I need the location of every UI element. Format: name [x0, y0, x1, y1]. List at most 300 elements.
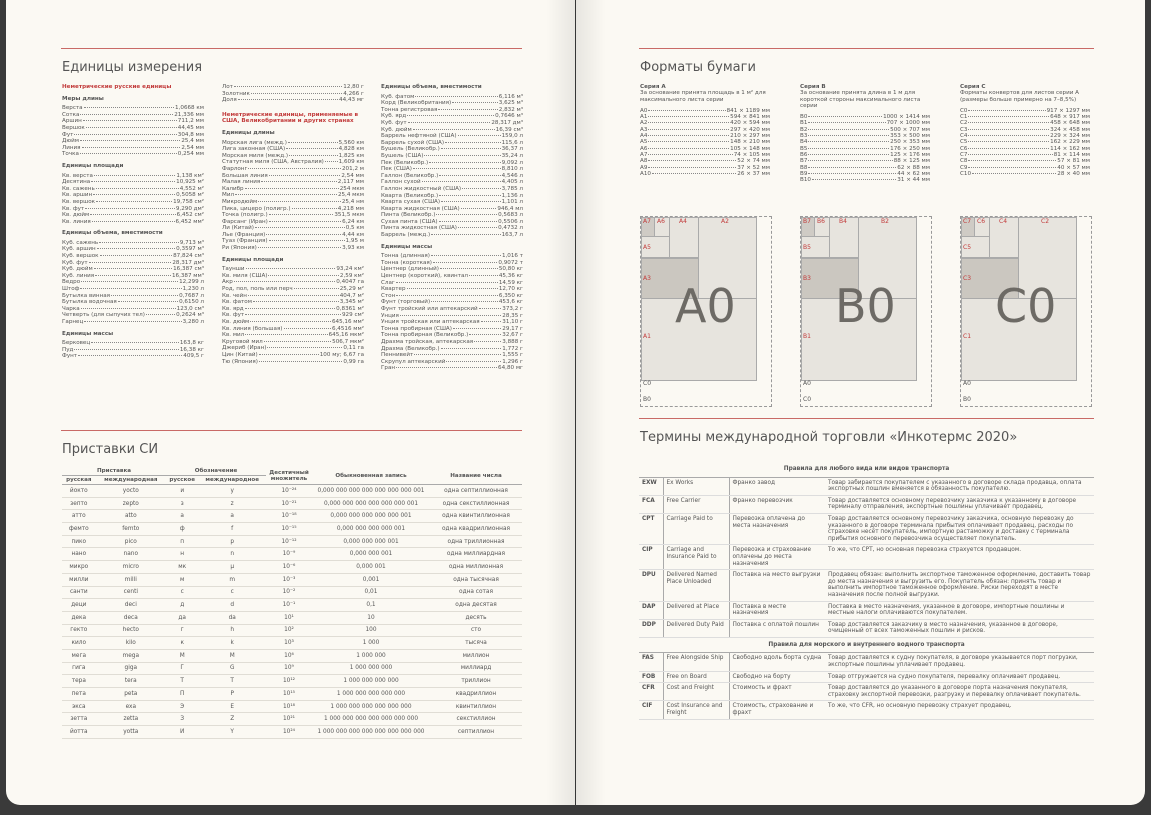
- dot-leader: [407, 288, 498, 289]
- unit-name: Кв. фут: [222, 312, 245, 319]
- dot-leader: [441, 201, 501, 202]
- unit-value: 176 × 250 мм: [890, 145, 930, 152]
- si-cell: 10⁻¹: [266, 599, 312, 612]
- si-cell: hecto: [96, 624, 166, 637]
- unit-row: [222, 352, 364, 359]
- si-cell: 10⁻⁹: [266, 548, 312, 561]
- unit-name: Пек (США): [381, 166, 412, 173]
- si-cell: 10¹: [266, 611, 312, 624]
- unit-row: [62, 246, 204, 253]
- unit-value: 4,405 л: [501, 179, 523, 186]
- si-cell: мк: [166, 561, 198, 574]
- unit-value: 6,350 кг: [498, 292, 523, 299]
- dot-leader: [264, 341, 331, 342]
- si-cell: септиллион: [430, 726, 522, 739]
- si-row: [62, 586, 522, 599]
- dot-leader: [968, 154, 1052, 155]
- si-cell: а: [166, 510, 198, 523]
- si-cell: 1 000 000: [312, 649, 430, 662]
- unit-name: Джериб (Иран): [222, 345, 267, 352]
- unit-value: 453,6 кг: [498, 299, 523, 306]
- unit-row: [222, 206, 364, 213]
- unit-value: 420 × 594 мм: [730, 120, 770, 127]
- si-cell: pico: [96, 535, 166, 548]
- unit-name: Тонна пробирная (Великобр.): [381, 332, 469, 339]
- unit-row: [381, 107, 523, 114]
- unit-value: 163,8 кг: [179, 340, 204, 347]
- unit-value: 1,296 г: [502, 358, 523, 365]
- si-row: [62, 523, 522, 536]
- unit-name: Мил: [222, 192, 235, 199]
- unit-row: [222, 306, 364, 313]
- dot-leader: [469, 275, 498, 276]
- format-label: A4: [679, 218, 687, 225]
- dot-leader: [413, 129, 495, 130]
- si-cell: г: [166, 624, 198, 637]
- si-row: [62, 675, 522, 688]
- incoterms-table: [639, 462, 1094, 720]
- unit-value: 36,37 л: [501, 146, 523, 153]
- dot-leader: [99, 242, 179, 243]
- si-cell: 1 000 000 000 000: [312, 675, 430, 688]
- dot-leader: [294, 288, 339, 289]
- dot-leader: [248, 295, 339, 296]
- si-cell: гига: [62, 662, 96, 675]
- si-cell: c: [198, 586, 266, 599]
- unit-row: [222, 140, 364, 147]
- si-row: [62, 637, 522, 650]
- unit-name: A10: [640, 170, 651, 177]
- si-cell: 10⁻¹²: [266, 535, 312, 548]
- si-cell: П: [166, 688, 198, 701]
- dot-leader: [648, 167, 736, 168]
- dot-leader: [452, 102, 498, 103]
- unit-row: [62, 260, 204, 267]
- unit-name: Сухая пинта (США): [381, 218, 438, 225]
- unit-row: [222, 153, 364, 160]
- unit-name: B9: [800, 170, 808, 177]
- unit-value: 458 × 648 мм: [1050, 120, 1090, 127]
- si-cell: atto: [96, 510, 166, 523]
- inco-code: DDP: [639, 619, 663, 637]
- unit-name: Кв. линия (большая): [222, 325, 283, 332]
- unit-row: [381, 219, 523, 226]
- si-cell: yotta: [96, 726, 166, 739]
- dot-leader: [269, 240, 345, 241]
- unit-row: [381, 332, 523, 339]
- si-cell: z: [198, 497, 266, 510]
- unit-value: 500 × 707 мм: [890, 126, 930, 133]
- unit-name: A5: [640, 139, 648, 146]
- unit-name: B7: [800, 158, 808, 165]
- dot-leader: [286, 148, 337, 149]
- si-cell: зепто: [62, 497, 96, 510]
- unit-row: [222, 166, 364, 173]
- unit-name: Корд (Великобритания): [381, 100, 452, 107]
- dot-leader: [85, 208, 175, 209]
- series-desc: Форматы конвертов для листов серии А (размеры больше примерно на 7–8,5%): [960, 90, 1079, 103]
- unit-name: Фарлонг: [222, 165, 248, 172]
- unit-name: Акр: [222, 279, 233, 286]
- dot-leader: [289, 155, 338, 156]
- si-cell: giga: [96, 662, 166, 675]
- unit-name: Куб. фут: [62, 259, 88, 266]
- unit-value: 93,24 км²: [336, 266, 364, 273]
- inco-en: Cost Insurance and Freight: [663, 701, 729, 719]
- section-head: Неметрические русские единицы: [62, 84, 172, 90]
- unit-name: Гран: [381, 365, 396, 372]
- dot-leader: [968, 141, 1049, 142]
- unit-value: 6,452 мм²: [175, 218, 204, 225]
- unit-name: Кв. дюйм: [222, 319, 250, 325]
- dot-leader: [968, 148, 1049, 149]
- dot-leader: [245, 308, 336, 309]
- unit-name: Дюйм: [62, 138, 79, 145]
- si-row: [62, 548, 522, 561]
- unit-value: 31 × 44 мм: [897, 177, 930, 184]
- si-head-ru2: русское: [166, 476, 198, 485]
- si-cell: deci: [96, 599, 166, 612]
- dot-leader: [267, 347, 342, 348]
- unit-name: Штоф: [62, 286, 80, 293]
- dot-leader: [648, 148, 729, 149]
- si-row: [62, 713, 522, 726]
- right-page: [576, 0, 1145, 805]
- si-row: [62, 649, 522, 662]
- inco-en: Cost and Freight: [663, 683, 729, 701]
- dot-leader: [234, 281, 336, 282]
- inco-row: [639, 545, 1094, 570]
- format-label: C6: [977, 218, 986, 225]
- format-label: B4: [839, 218, 847, 225]
- unit-name: Скрупул аптекарский: [381, 358, 446, 365]
- si-cell: кило: [62, 637, 96, 650]
- si-cell: н: [166, 548, 198, 561]
- si-row: [62, 726, 522, 739]
- unit-value: 12,80 г: [343, 84, 364, 90]
- unit-name: Статутная миля (США, Австралия): [222, 159, 324, 166]
- unit-name: Малая линия: [222, 179, 261, 186]
- unit-value: 74 × 105 мм: [733, 151, 770, 158]
- si-cell: da: [198, 611, 266, 624]
- unit-value: 0,9072 т: [498, 259, 523, 266]
- unit-value: 125 × 176 мм: [890, 151, 930, 158]
- dot-leader: [284, 328, 331, 329]
- unit-value: 409,5 г: [183, 353, 204, 360]
- unit-value: 210 × 297 мм: [730, 133, 770, 140]
- unit-row: [222, 186, 364, 193]
- inco-row: [639, 477, 1094, 495]
- unit-row: [222, 192, 364, 199]
- series-head: Серия А: [640, 84, 666, 90]
- si-cell: P: [198, 688, 266, 701]
- dot-leader: [453, 328, 501, 329]
- unit-value: 3,280 л: [182, 319, 204, 325]
- dot-leader: [972, 173, 1056, 174]
- dot-leader: [431, 301, 498, 302]
- inco-ru: Поставка в месте назначения: [729, 601, 825, 619]
- unit-value: 19,758 см²: [173, 198, 204, 205]
- group-title: Единицы объема, вместимости: [62, 230, 163, 237]
- unit-value: 1,101 л: [501, 199, 523, 206]
- si-cell: Э: [166, 700, 198, 713]
- inco-code: EXW: [639, 477, 663, 495]
- unit-row: [381, 319, 523, 326]
- unit-row: [800, 177, 930, 183]
- si-cell: М: [166, 649, 198, 662]
- unit-value: 1,609 км: [338, 159, 364, 166]
- dot-leader: [92, 221, 175, 222]
- unit-name: Кв. фут: [62, 205, 85, 212]
- si-cell: м: [166, 573, 198, 586]
- unit-value: 5,560 км: [338, 139, 364, 146]
- si-row: [62, 485, 522, 498]
- si-cell: 0,000 000 001: [312, 548, 430, 561]
- unit-value: 4,546 л: [501, 172, 523, 179]
- si-cell: E: [198, 700, 266, 713]
- unit-value: 0,3597 м³: [176, 246, 204, 253]
- si-row: [62, 688, 522, 701]
- unit-value: 2,54 мм: [341, 172, 364, 179]
- si-cell: и: [166, 485, 198, 498]
- dot-leader: [259, 361, 342, 362]
- si-cell: экса: [62, 700, 96, 713]
- unit-row: [222, 332, 364, 339]
- inco-ru: Поставка на место выгрузки: [729, 570, 825, 601]
- top-rule: [61, 48, 522, 49]
- unit-value: 62 × 88 мм: [897, 164, 930, 171]
- unit-name: Тонна пробирная (США): [381, 325, 452, 332]
- si-cell: И: [166, 726, 198, 739]
- unit-value: 0,4732 л: [498, 225, 523, 232]
- si-cell: 0,000 000 000 000 001: [312, 523, 430, 536]
- unit-value: 2,59 км²: [339, 272, 364, 279]
- unit-value: 917 × 1297 мм: [1046, 107, 1090, 114]
- format-label: A6: [657, 218, 665, 225]
- unit-value: 1,0668 км: [175, 105, 204, 112]
- unit-name: B10: [800, 177, 811, 184]
- si-cell: 0,000 000 000 000 000 000 001: [312, 497, 430, 510]
- dot-leader: [93, 194, 175, 195]
- si-cell: одна десятая: [430, 599, 522, 612]
- si-cell: к: [166, 637, 198, 650]
- si-cell: 10⁻²¹: [266, 497, 312, 510]
- unit-value: 16,387 см³: [173, 266, 204, 273]
- unit-value: 2,54 мм: [181, 144, 204, 151]
- si-cell: peta: [96, 688, 166, 701]
- unit-name: Таунши: [222, 266, 245, 273]
- unit-row: [381, 127, 523, 134]
- format-label: A5: [643, 244, 651, 251]
- unit-name: A4: [640, 133, 648, 140]
- unit-name: Туаз (Франция): [222, 238, 268, 245]
- si-cell: да: [166, 611, 198, 624]
- unit-name: Баррель (межд.): [381, 232, 431, 239]
- unit-value: 159,0 л: [501, 133, 523, 140]
- unit-row: [222, 273, 364, 280]
- si-prefix-table: [62, 467, 522, 739]
- unit-name: Лье (Франция): [222, 231, 266, 238]
- inco-section: [639, 462, 1094, 477]
- si-head-plain: Обыкновенная запись: [312, 467, 430, 485]
- dot-leader: [95, 275, 171, 276]
- inco-ru: Перевозка и страхование оплачены до места назначения: [729, 545, 825, 570]
- unit-name: Сотка: [62, 111, 80, 118]
- format-big-label: A0: [675, 279, 736, 333]
- unit-row: [381, 160, 523, 167]
- inco-section: [639, 637, 1094, 653]
- dot-leader: [81, 281, 178, 282]
- si-cell: д: [166, 599, 198, 612]
- inco-row: [639, 513, 1094, 544]
- unit-name: Бушель (Великобр.): [381, 146, 440, 153]
- unit-value: 3,625 м³: [498, 100, 523, 107]
- dot-leader: [235, 194, 337, 195]
- dot-leader: [81, 308, 176, 309]
- unit-name: Кв. миля (США): [222, 272, 268, 279]
- format-big-label: B0: [835, 279, 896, 333]
- si-cell: a: [198, 510, 266, 523]
- unit-row: [62, 240, 204, 247]
- unit-value: 254 мкм: [339, 185, 364, 192]
- unit-value: 373,2 г: [502, 306, 523, 312]
- si-cell: одна миллиардная: [430, 548, 522, 561]
- unit-value: 0,7687 л: [179, 292, 204, 299]
- si-cell: 0,000 001: [312, 561, 430, 574]
- si-cell: 0,01: [312, 586, 430, 599]
- inco-row: [639, 701, 1094, 719]
- unit-name: Кварта (Великобр.): [381, 192, 439, 199]
- unit-row: [62, 319, 204, 326]
- unit-value: 0,254 мм: [177, 151, 204, 158]
- unit-value: 9,713 м³: [179, 239, 204, 246]
- unit-name: Бутылка водочная: [62, 299, 117, 306]
- unit-row: [222, 339, 364, 346]
- si-cell: 10⁻²⁴: [266, 485, 312, 498]
- si-cell: нано: [62, 548, 96, 561]
- dot-leader: [808, 173, 896, 174]
- unit-value: 25,4 нм: [341, 198, 364, 205]
- dot-leader: [396, 367, 497, 368]
- unit-value: 16,39 см³: [495, 126, 523, 133]
- paper-diagram: [640, 216, 772, 407]
- unit-name: A1: [640, 114, 648, 121]
- dot-leader: [269, 175, 341, 176]
- unit-name: Золотник: [222, 90, 250, 97]
- unit-name: Фунт: [62, 353, 78, 360]
- si-cell: деци: [62, 599, 96, 612]
- unit-row: [62, 206, 204, 213]
- dot-leader: [808, 148, 889, 149]
- unit-row: [222, 359, 364, 366]
- unit-name: Лот: [222, 84, 233, 90]
- unit-row: [381, 120, 523, 127]
- dot-leader: [648, 122, 729, 123]
- unit-name: Куб. ярд: [381, 113, 407, 120]
- units-column-1: [62, 84, 204, 360]
- unit-name: Кв. линия: [62, 218, 91, 225]
- si-row: [62, 624, 522, 637]
- unit-value: 28,317 дм³: [491, 119, 523, 126]
- inco-en: Ex Works: [663, 477, 729, 495]
- si-cell: T: [198, 675, 266, 688]
- unit-row: [222, 173, 364, 180]
- unit-row: [62, 125, 204, 132]
- si-cell: Г: [166, 662, 198, 675]
- dot-leader: [462, 188, 501, 189]
- unit-name: C10: [960, 170, 972, 177]
- unit-value: 645,16 мкм²: [328, 332, 364, 339]
- unit-name: C9: [960, 164, 968, 171]
- format-label: A2: [721, 218, 729, 225]
- dot-leader: [84, 321, 181, 322]
- dot-leader: [438, 109, 497, 110]
- unit-name: Цин (Китай): [222, 351, 258, 358]
- unit-name: B8: [800, 164, 808, 171]
- unit-name: Берковец: [62, 340, 91, 347]
- unit-value: 16,38 кг: [179, 346, 204, 353]
- dot-leader: [325, 161, 338, 162]
- unit-value: 3,345 м²: [339, 299, 364, 306]
- series-head: Серия В: [800, 84, 826, 90]
- dot-leader: [648, 154, 732, 155]
- unit-name: C4: [960, 133, 968, 140]
- unit-row: [222, 286, 364, 293]
- group-title: Меры длины: [62, 95, 104, 102]
- si-cell: Y: [198, 726, 266, 739]
- unit-value: 1,555 г: [502, 352, 523, 359]
- dot-leader: [439, 175, 500, 176]
- unit-row: [62, 186, 204, 193]
- si-cell: kilo: [96, 637, 166, 650]
- si-cell: з: [166, 497, 198, 510]
- inco-code: CFR: [639, 683, 663, 701]
- dot-leader: [968, 160, 1056, 161]
- unit-name: Центнер (короткий), квинтал: [381, 273, 468, 280]
- dot-leader: [111, 295, 178, 296]
- group-title: Единицы массы: [62, 330, 114, 337]
- dot-leader: [94, 175, 175, 176]
- dot-leader: [424, 155, 500, 156]
- unit-row: [62, 145, 204, 152]
- unit-name: A9: [640, 164, 648, 171]
- unit-row: [381, 206, 523, 213]
- dot-leader: [255, 227, 345, 228]
- unit-value: 1,138 км²: [176, 172, 204, 179]
- dot-leader: [251, 93, 342, 94]
- unit-value: 88 × 125 мм: [893, 158, 930, 165]
- paper-diagram: [800, 216, 932, 407]
- dot-leader: [80, 114, 173, 115]
- group-title: Единицы длины: [222, 129, 275, 136]
- unit-row: [381, 153, 523, 160]
- unit-row: [222, 232, 364, 239]
- inco-en: Free Carrier: [663, 495, 729, 513]
- unit-value: 0,7646 м³: [495, 113, 523, 120]
- inco-row: [639, 601, 1094, 619]
- dot-leader: [414, 354, 501, 355]
- unit-value: 1000 × 1414 мм: [883, 114, 930, 121]
- unit-row: [381, 186, 523, 193]
- format-label: B2: [881, 218, 889, 225]
- unit-row: [381, 173, 523, 180]
- unit-row: [381, 179, 523, 186]
- si-cell: nano: [96, 548, 166, 561]
- si-cell: одна тысячная: [430, 573, 522, 586]
- unit-row: [381, 100, 523, 107]
- unit-value: 21,336 мм: [174, 111, 204, 118]
- unit-value: 324 × 458 мм: [1050, 126, 1090, 133]
